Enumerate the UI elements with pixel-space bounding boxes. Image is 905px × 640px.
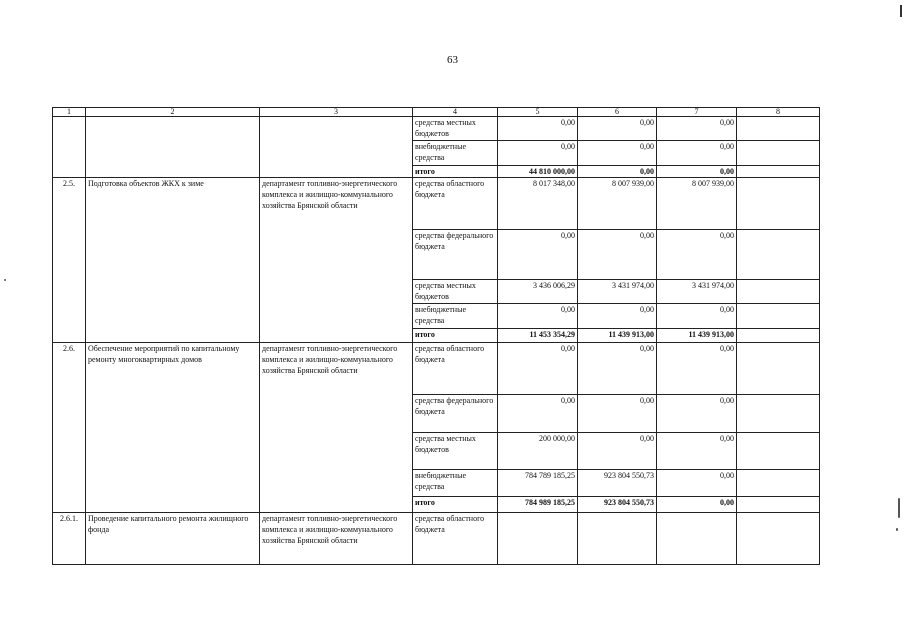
source-cell: средства местных бюджетов [413, 117, 498, 141]
col-header-3: 3 [260, 108, 413, 117]
value-col5: 0,00 [498, 343, 578, 395]
value-col5: 0,00 [498, 230, 578, 280]
value-col5: 3 436 006,29 [498, 280, 578, 304]
source-cell: средства местных бюджетов [413, 433, 498, 470]
source-cell: внебюджетные средства [413, 470, 498, 497]
item-number-cell [53, 117, 86, 178]
scan-speck [898, 498, 900, 518]
value-col8 [737, 343, 820, 395]
source-cell: средства федерального бюджета [413, 395, 498, 433]
source-cell: внебюджетные средства [413, 304, 498, 329]
col-header-6: 6 [578, 108, 657, 117]
value-col5: 0,00 [498, 141, 578, 166]
value-col6: 0,00 [578, 230, 657, 280]
executor-cell: департамент топливно-энергетического комплекса и жилищно-коммунального хозяйства Брянской области [260, 178, 413, 343]
source-cell: средства областного бюджета [413, 513, 498, 565]
col-header-1: 1 [53, 108, 86, 117]
value-col6: 0,00 [578, 343, 657, 395]
executor-cell [260, 117, 413, 178]
value-col6: 923 804 550,73 [578, 470, 657, 497]
value-col6: 0,00 [578, 304, 657, 329]
value-col5 [498, 513, 578, 565]
value-col7: 0,00 [657, 141, 737, 166]
value-col8 [737, 304, 820, 329]
column-number-row [53, 108, 820, 117]
source-cell: средства федерального бюджета [413, 230, 498, 280]
value-col8 [737, 395, 820, 433]
col-header-4: 4 [413, 108, 498, 117]
value-col8 [737, 329, 820, 343]
value-col7: 0,00 [657, 470, 737, 497]
source-cell: средства областного бюджета [413, 178, 498, 230]
value-col6: 0,00 [578, 141, 657, 166]
scan-edge-mark [900, 5, 902, 17]
value-col5: 0,00 [498, 117, 578, 141]
col-header-7: 7 [657, 108, 737, 117]
source-cell: итого [413, 497, 498, 513]
value-col7: 0,00 [657, 230, 737, 280]
source-cell: итого [413, 329, 498, 343]
value-col5: 0,00 [498, 395, 578, 433]
value-col8 [737, 178, 820, 230]
item-name-cell: Подготовка объектов ЖКХ к зиме [86, 178, 260, 343]
table-row [53, 343, 820, 395]
budget-table [52, 107, 820, 565]
value-col6 [578, 513, 657, 565]
source-cell: средства областного бюджета [413, 343, 498, 395]
value-col5: 784 989 185,25 [498, 497, 578, 513]
value-col8 [737, 497, 820, 513]
value-col6: 923 804 550,73 [578, 497, 657, 513]
value-col5: 8 017 348,00 [498, 178, 578, 230]
value-col8 [737, 141, 820, 166]
value-col7: 0,00 [657, 497, 737, 513]
value-col5: 0,00 [498, 304, 578, 329]
table-row [53, 513, 820, 565]
source-cell: внебюджетные средства [413, 141, 498, 166]
col-header-2: 2 [86, 108, 260, 117]
executor-cell: департамент топливно-энергетического комплекса и жилищно-коммунального хозяйства Брянской области [260, 343, 413, 513]
value-col7: 0,00 [657, 343, 737, 395]
value-col6: 0,00 [578, 117, 657, 141]
source-cell: средства местных бюджетов [413, 280, 498, 304]
value-col5: 44 810 000,00 [498, 166, 578, 178]
item-name-cell [86, 117, 260, 178]
value-col7: 8 007 939,00 [657, 178, 737, 230]
value-col5: 11 453 354,29 [498, 329, 578, 343]
item-name-cell: Проведение капитального ремонта жилищного фонда [86, 513, 260, 565]
page-number: 63 [447, 54, 458, 66]
value-col8 [737, 230, 820, 280]
source-cell: итого [413, 166, 498, 178]
value-col7 [657, 513, 737, 565]
item-number-cell: 2.6.1. [53, 513, 86, 565]
value-col7: 0,00 [657, 117, 737, 141]
table-row [53, 117, 820, 141]
col-header-8: 8 [737, 108, 820, 117]
scan-speck [4, 279, 6, 281]
value-col6: 11 439 913,00 [578, 329, 657, 343]
value-col6: 3 431 974,00 [578, 280, 657, 304]
item-number-cell: 2.5. [53, 178, 86, 343]
value-col8 [737, 166, 820, 178]
value-col8 [737, 470, 820, 497]
value-col7: 0,00 [657, 304, 737, 329]
value-col8 [737, 117, 820, 141]
table-row [53, 178, 820, 230]
value-col7: 11 439 913,00 [657, 329, 737, 343]
value-col8 [737, 433, 820, 470]
value-col6: 0,00 [578, 433, 657, 470]
value-col8 [737, 513, 820, 565]
value-col7: 0,00 [657, 395, 737, 433]
value-col5: 200 000,00 [498, 433, 578, 470]
item-name-cell: Обеспечение мероприятий по капитальному ремонту многоквартирных домов [86, 343, 260, 513]
col-header-5: 5 [498, 108, 578, 117]
value-col6: 0,00 [578, 395, 657, 433]
item-number-cell: 2.6. [53, 343, 86, 513]
value-col7: 0,00 [657, 433, 737, 470]
value-col5: 784 789 185,25 [498, 470, 578, 497]
value-col6: 0,00 [578, 166, 657, 178]
scan-speck [896, 528, 898, 531]
value-col6: 8 007 939,00 [578, 178, 657, 230]
value-col8 [737, 280, 820, 304]
value-col7: 0,00 [657, 166, 737, 178]
executor-cell: департамент топливно-энергетического комплекса и жилищно-коммунального хозяйства Брянской области [260, 513, 413, 565]
value-col7: 3 431 974,00 [657, 280, 737, 304]
